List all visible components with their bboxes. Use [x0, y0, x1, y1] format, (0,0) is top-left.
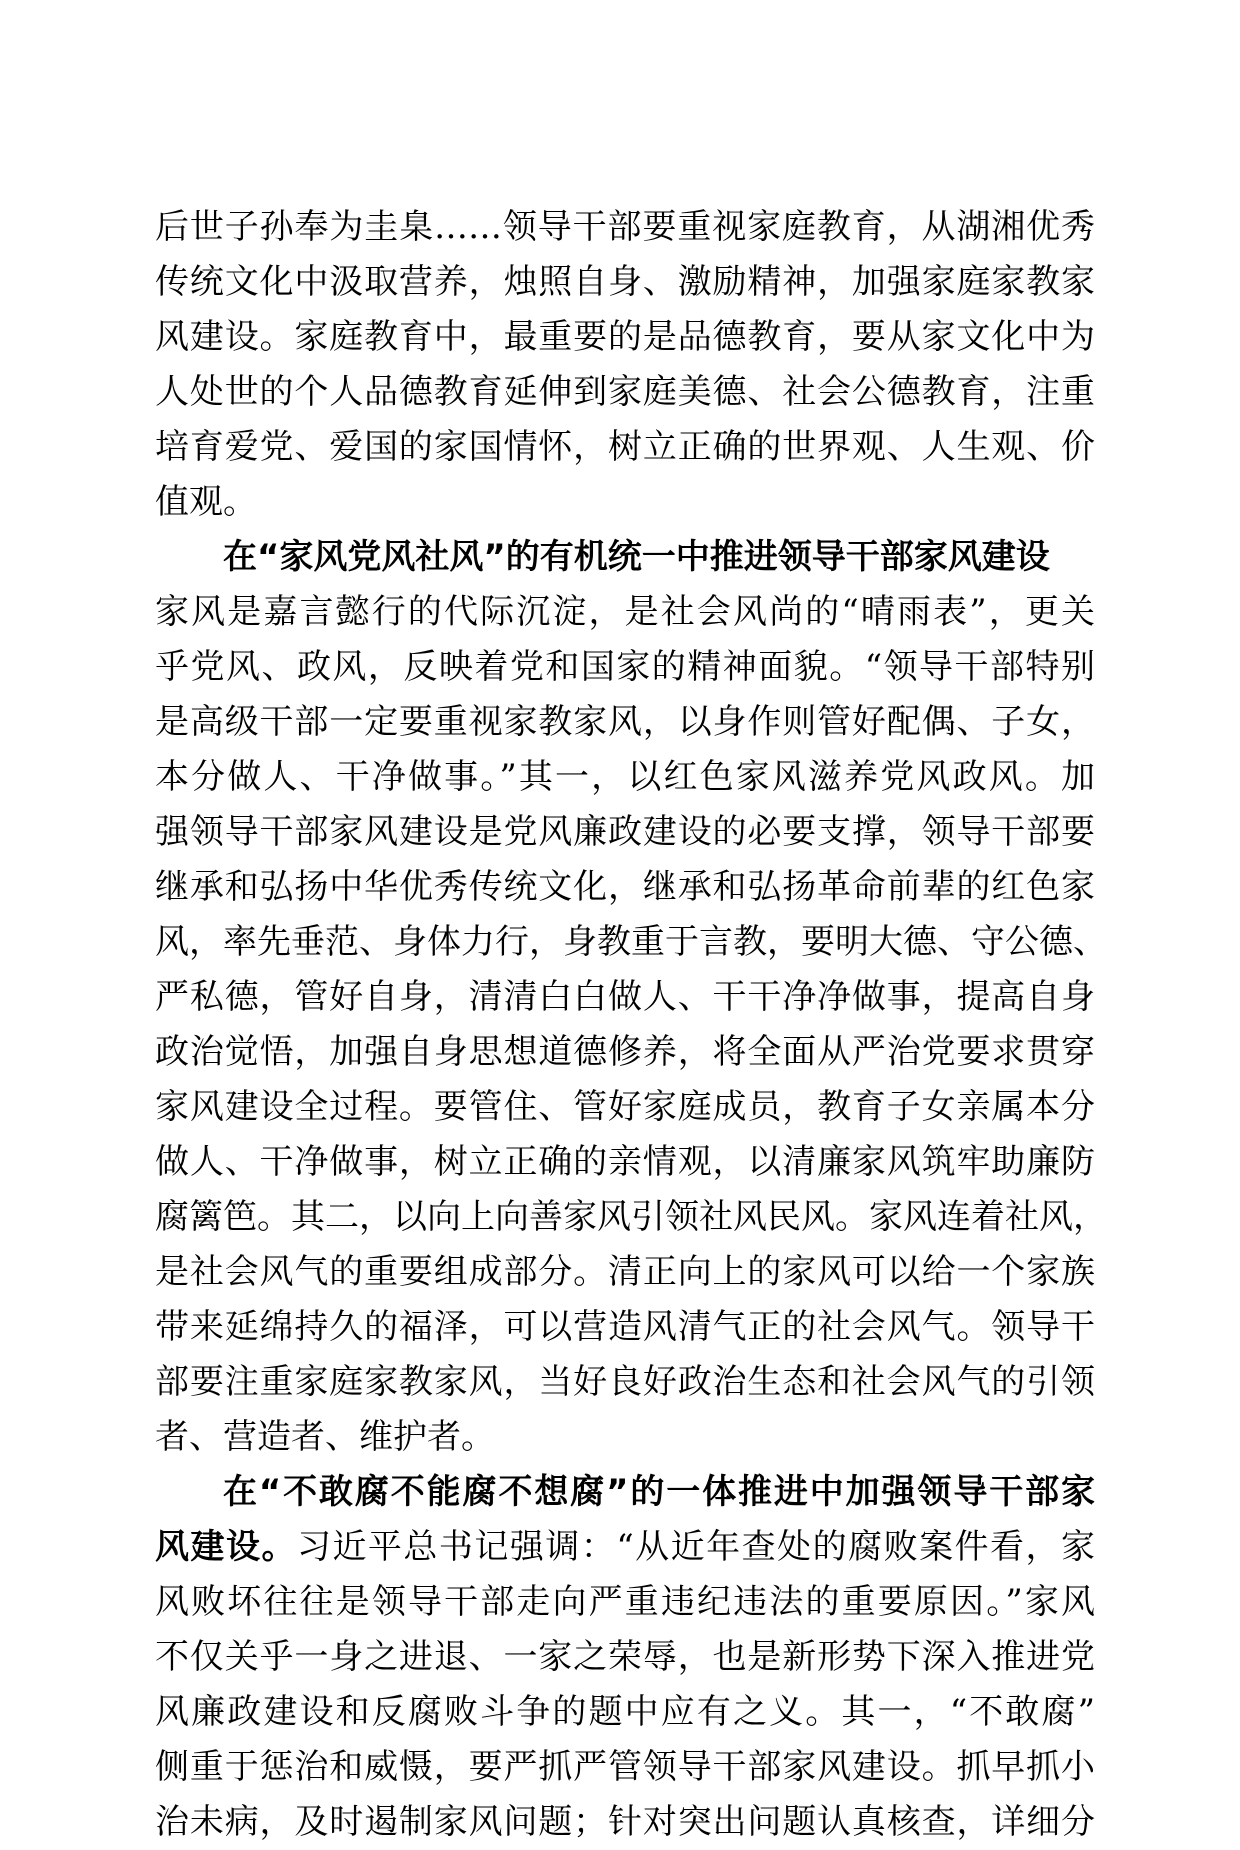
text-line: 家风是嘉言懿行的代际沉淀，是社会风尚的“晴雨表”，更关 [155, 592, 1095, 632]
text-line: 传统文化中汲取营养，烛照自身、激励精神，加强家庭家教家 [155, 262, 1095, 302]
text-line: 者、营造者、维护者。 [155, 1417, 495, 1457]
text-line: 是高级干部一定要重视家教家风，以身作则管好配偶、子女， [155, 702, 1095, 742]
text-line: 人处世的个人品德教育延伸到家庭美德、社会公德教育，注重 [155, 372, 1095, 412]
text-line: 侧重于惩治和威慑，要严抓严管领导干部家风建设。抓早抓小 [155, 1747, 1095, 1787]
text-line: 是社会风气的重要组成部分。清正向上的家风可以给一个家族 [155, 1252, 1095, 1292]
text-line: 做人、干净做事，树立正确的亲情观，以清廉家风筑牢助廉防 [155, 1142, 1095, 1182]
text-run: 习近平总书记强调：“从近年查处的腐败案件看，家 [296, 1527, 1096, 1567]
section-heading-continued: 风建设。 [155, 1527, 297, 1567]
text-line: 后世子孙奉为圭臬……领导干部要重视家庭教育，从湖湘优秀 [155, 207, 1095, 247]
text-line: 风建设。家庭教育中，最重要的是品德教育，要从家文化中为 [155, 317, 1095, 357]
text-line: 风，率先垂范、身体力行，身教重于言教，要明大德、守公德、 [155, 922, 1107, 962]
text-line: 强领导干部家风建设是党风廉政建设的必要支撑，领导干部要 [155, 812, 1095, 852]
text-line: 值观。 [155, 482, 257, 522]
text-line: 风廉政建设和反腐败斗争的题中应有之义。其一，“不敢腐” [155, 1692, 1095, 1732]
section-3 [155, 1465, 1095, 1850]
paragraph-1 [155, 200, 1095, 530]
text-line: 乎党风、政风，反映着党和国家的精神面貌。“领导干部特别 [155, 647, 1095, 687]
text-line: 本分做人、干净做事。”其一，以红色家风滋养党风政风。加 [155, 757, 1095, 797]
text-line: 不仅关乎一身之进退、一家之荣辱，也是新形势下深入推进党 [155, 1637, 1095, 1677]
text-line: 培育爱党、爱国的家国情怀，树立正确的世界观、人生观、价 [155, 427, 1095, 467]
text-line: 政治觉悟，加强自身思想道德修养，将全面从严治党要求贯穿 [155, 1032, 1095, 1072]
text-line [155, 1520, 1095, 1575]
section-heading: 在“不敢腐不能腐不想腐”的一体推进中加强领导干部家 [223, 1472, 1095, 1512]
text-line: 继承和弘扬中华优秀传统文化，继承和弘扬革命前辈的红色家 [155, 867, 1095, 907]
text-line: 腐篱笆。其二，以向上向善家风引领社风民风。家风连着社风， [155, 1197, 1107, 1237]
text-line: 风败坏往往是领导干部走向严重违纪违法的重要原因。”家风 [155, 1582, 1095, 1622]
text-line: 治未病，及时遏制家风问题；针对突出问题认真核查，详细分 [155, 1802, 1095, 1842]
text-line: 严私德，管好自身，清清白白做人、干干净净做事，提高自身 [155, 977, 1095, 1017]
text-line: 部要注重家庭家教家风，当好良好政治生态和社会风气的引领 [155, 1362, 1095, 1402]
section-2 [155, 530, 1107, 1465]
document-body [155, 200, 1107, 1850]
section-heading: 在“家风党风社风”的有机统一中推进领导干部家风建设 [223, 537, 1050, 577]
text-line: 带来延绵持久的福泽，可以营造风清气正的社会风气。领导干 [155, 1307, 1095, 1347]
text-line: 家风建设全过程。要管住、管好家庭成员，教育子女亲属本分 [155, 1087, 1095, 1127]
